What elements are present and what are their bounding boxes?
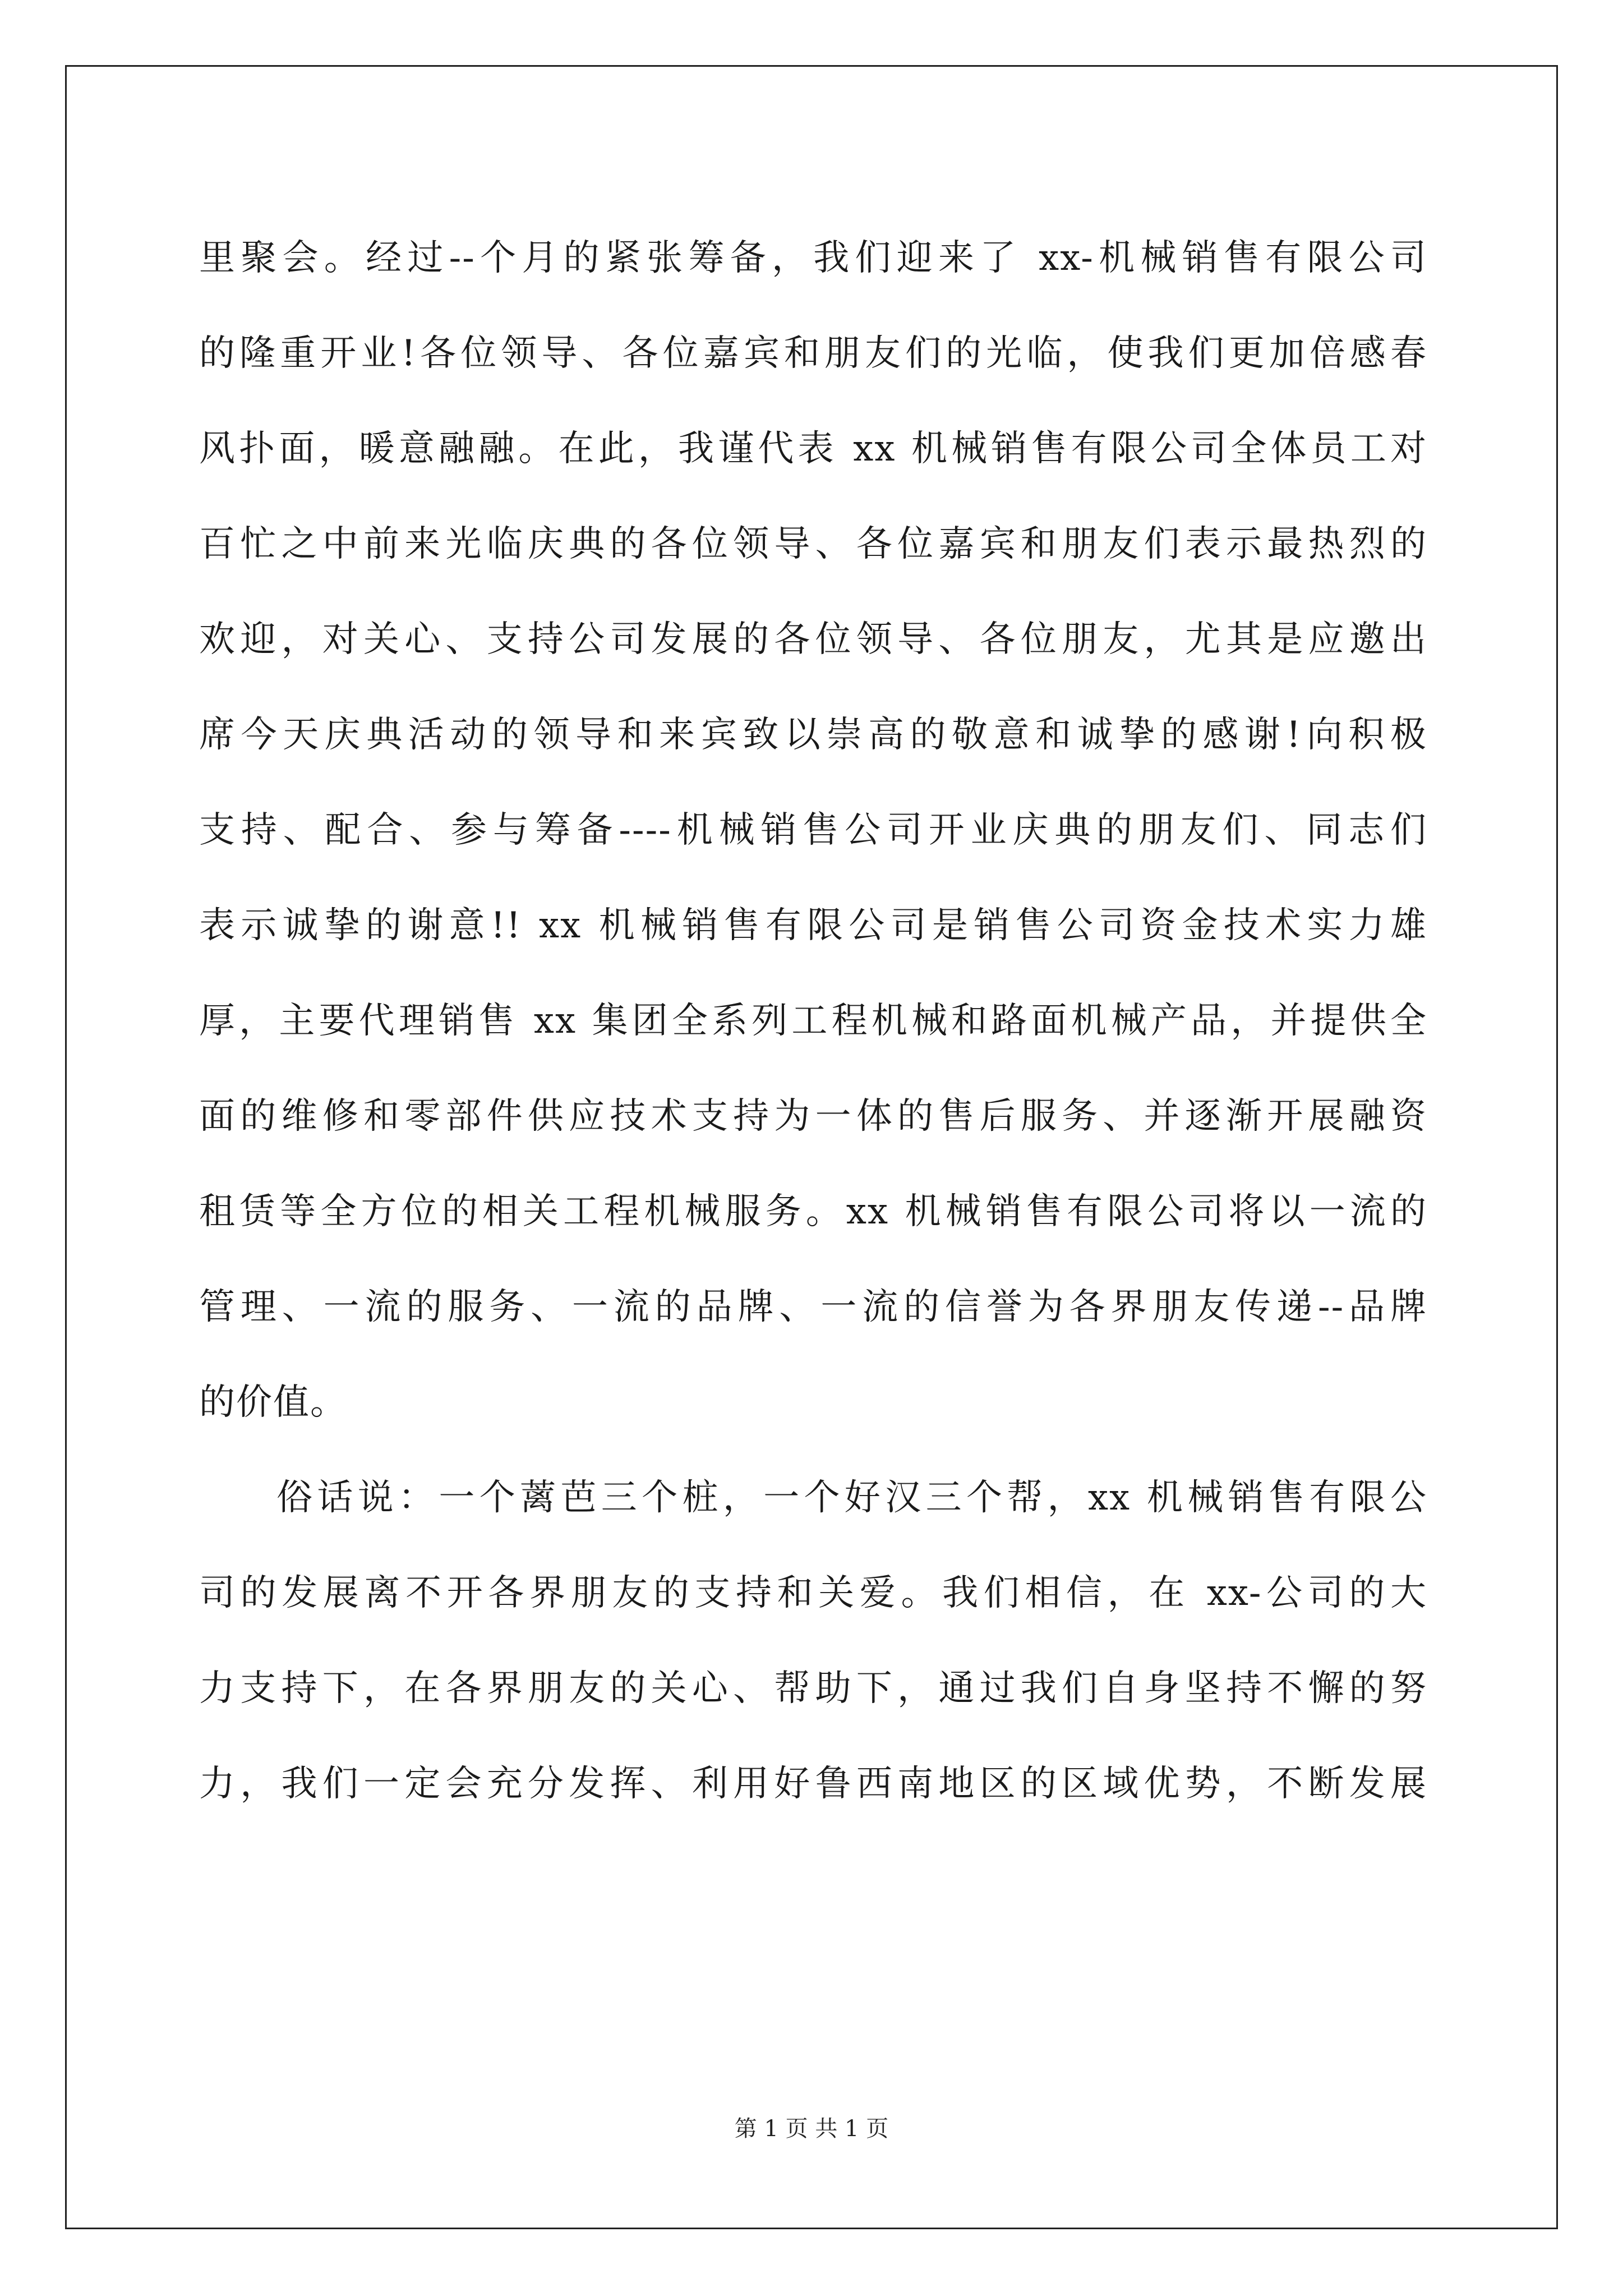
text-line: 风扑面，暖意融融。在此，我谨代表 xx 机械销售有限公司全体员工对: [199, 428, 1427, 470]
text-line: 力，我们一定会充分发挥、利用好鲁西南地区的区域优势，不断发展: [199, 1763, 1427, 1805]
text-line: 司的发展离不开各界朋友的支持和关爱。我们相信，在 xx-公司的大: [199, 1572, 1427, 1614]
text-line: 租赁等全方位的相关工程机械服务。xx 机械销售有限公司将以一流的: [199, 1191, 1427, 1232]
text-line: 百忙之中前来光临庆典的各位领导、各位嘉宾和朋友们表示最热烈的: [199, 523, 1427, 565]
document-body: [199, 210, 1427, 1832]
text-line: 支持、配合、参与筹备----机械销售公司开业庆典的朋友们、同志们: [199, 809, 1427, 851]
text-line: 厚，主要代理销售 xx 集团全系列工程机械和路面机械产品，并提供全: [199, 1000, 1427, 1042]
text-line: 表示诚挚的谢意!! xx 机械销售有限公司是销售公司资金技术实力雄: [199, 905, 1427, 946]
text-line: 欢迎，对关心、支持公司发展的各位领导、各位朋友，尤其是应邀出: [199, 619, 1427, 660]
text-line: 里聚会。经过--个月的紧张筹备，我们迎来了 xx-机械销售有限公司: [199, 237, 1427, 279]
text-line: 的隆重开业!各位领导、各位嘉宾和朋友们的光临，使我们更加倍感春: [199, 333, 1427, 374]
text-line: 席今天庆典活动的领导和来宾致以崇高的敬意和诚挚的感谢!向积极: [199, 714, 1427, 756]
text-line: 管理、一流的服务、一流的品牌、一流的信誉为各界朋友传递--品牌: [199, 1286, 1427, 1328]
text-line: 的价值。: [199, 1382, 347, 1423]
paragraph: [199, 210, 1427, 1450]
page-number-footer: 第 1 页 共 1 页: [734, 2116, 889, 2142]
text-line: 面的维修和零部件供应技术支持为一体的售后服务、并逐渐开展融资: [199, 1096, 1427, 1137]
text-line: 力支持下，在各界朋友的关心、帮助下，通过我们自身坚持不懈的努: [199, 1668, 1427, 1709]
text-line: 俗话说：一个蓠芭三个桩，一个好汉三个帮，xx 机械销售有限公: [276, 1477, 1427, 1519]
paragraph: [199, 1450, 1427, 1832]
